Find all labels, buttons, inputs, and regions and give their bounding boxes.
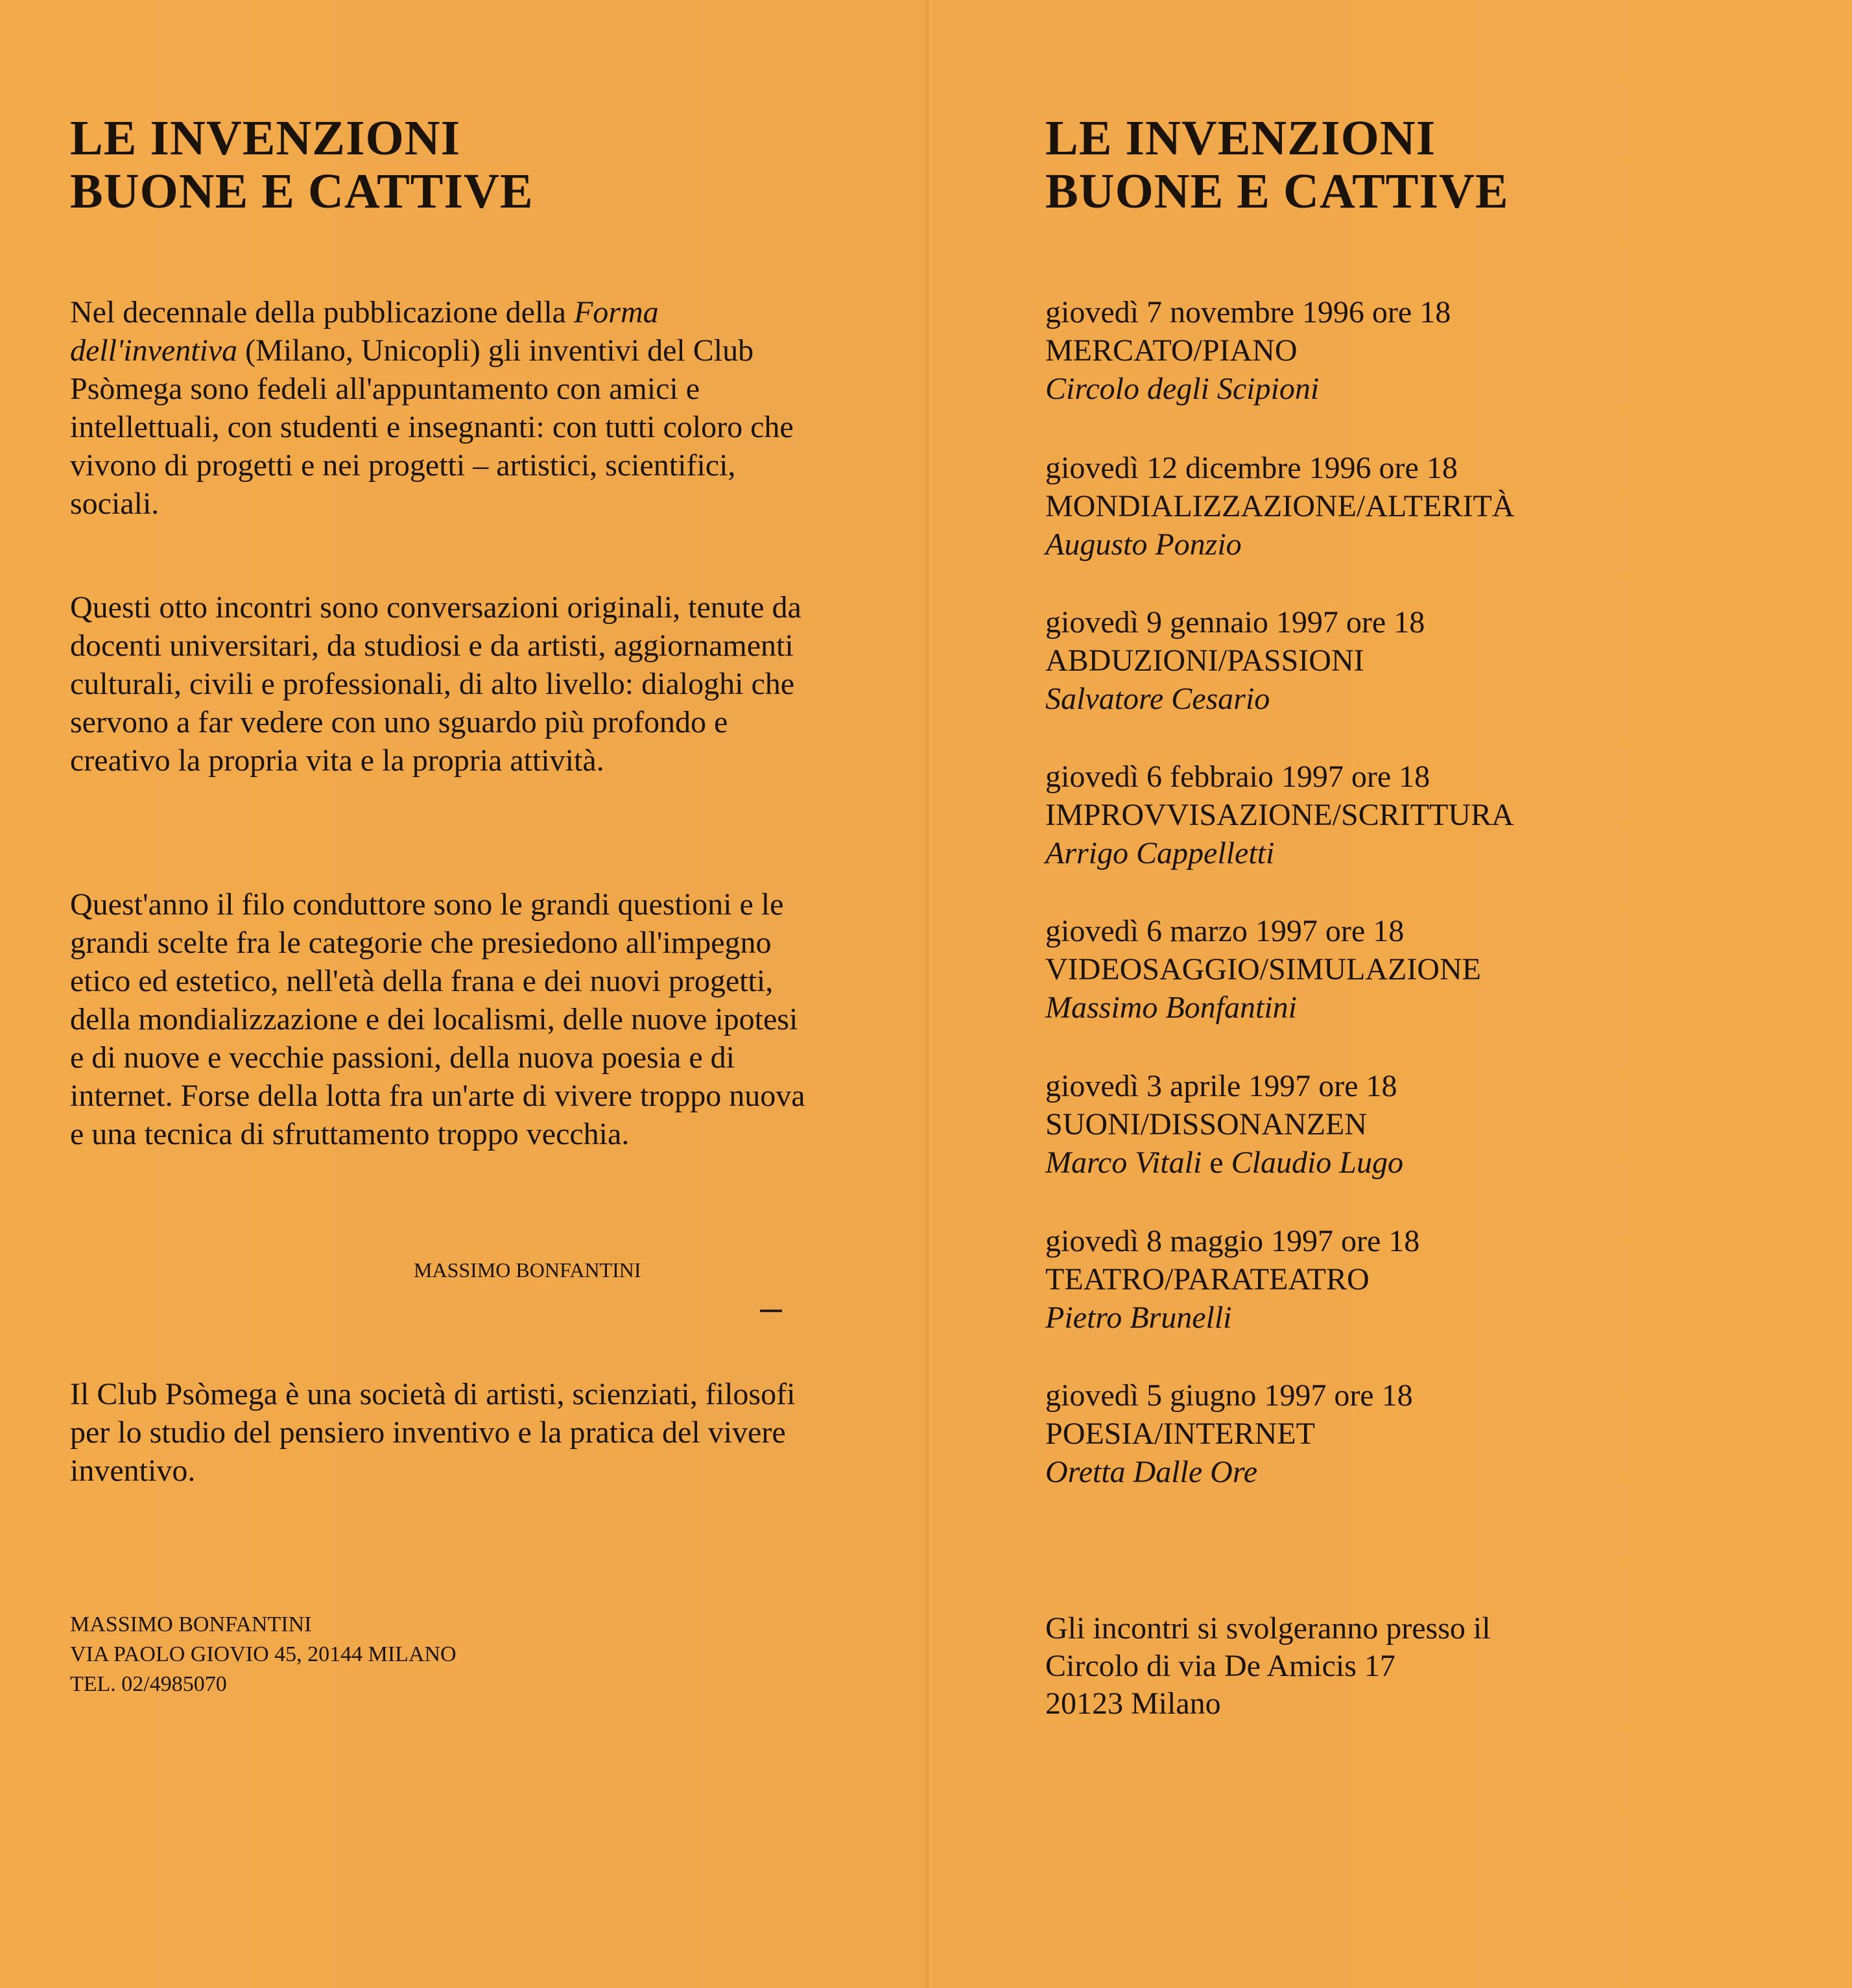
right-panel bbox=[1045, 0, 1791, 1988]
event-date: giovedì 12 dicembre 1996 ore 18 bbox=[1045, 451, 1458, 485]
left-title-line-1: LE INVENZIONI bbox=[70, 111, 461, 165]
event-3 bbox=[1045, 603, 1791, 718]
intro-text-after: (Milano, Unicopli) gli inventivi del Club Psòmega sono fedeli all'appuntamento con amici e intellettuali, con studenti e insegnanti: con tutti coloro che vivono di progetti e nei progetti – artistici, scientifici, sociali. bbox=[70, 333, 794, 521]
event-2 bbox=[1045, 449, 1791, 564]
address-street: VIA PAOLO GIOVIO 45, 20144 MILANO bbox=[70, 1642, 457, 1666]
speaker-conjunction: e bbox=[1202, 1145, 1231, 1180]
event-date: giovedì 6 febbraio 1997 ore 18 bbox=[1045, 760, 1431, 794]
event-date: giovedì 8 maggio 1997 ore 18 bbox=[1045, 1224, 1420, 1258]
event-topic: IMPROVVISAZIONE/SCRITTURA bbox=[1045, 798, 1514, 832]
right-title-line-1: LE INVENZIONI bbox=[1045, 111, 1436, 165]
event-speaker: Augusto Ponzio bbox=[1045, 527, 1242, 562]
event-topic: MONDIALIZZAZIONE/ALTERITÀ bbox=[1045, 489, 1515, 523]
signature: MASSIMO BONFANTINI bbox=[414, 1258, 641, 1282]
event-1 bbox=[1045, 293, 1791, 408]
event-5 bbox=[1045, 912, 1791, 1027]
event-speaker: Pietro Brunelli bbox=[1045, 1300, 1232, 1335]
address-phone: TEL. 02/4985070 bbox=[70, 1672, 227, 1696]
event-speaker: Oretta Dalle Ore bbox=[1045, 1455, 1258, 1489]
event-speaker: Arrigo Cappelletti bbox=[1045, 836, 1275, 870]
left-title bbox=[70, 112, 534, 218]
left-title-line-2: BUONE E CATTIVE bbox=[70, 164, 534, 219]
event-7 bbox=[1045, 1222, 1791, 1337]
event-date: giovedì 5 giugno 1997 ore 18 bbox=[1045, 1378, 1413, 1413]
intro-paragraph bbox=[70, 293, 809, 523]
event-8 bbox=[1045, 1376, 1791, 1491]
venue-line-1: Gli incontri si svolgeranno presso il bbox=[1045, 1611, 1491, 1646]
venue-info bbox=[1045, 1610, 1491, 1723]
speaker-2: Claudio Lugo bbox=[1231, 1145, 1403, 1180]
right-title bbox=[1045, 112, 1509, 218]
event-speaker: Salvatore Cesario bbox=[1045, 682, 1270, 716]
event-topic: TEATRO/PARATEATRO bbox=[1045, 1262, 1370, 1297]
event-speaker bbox=[1045, 1144, 1791, 1182]
book-title: Forma dell'inventiva bbox=[70, 295, 659, 368]
event-topic: VIDEOSAGGIO/SIMULAZIONE bbox=[1045, 952, 1481, 987]
event-date: giovedì 7 novembre 1996 ore 18 bbox=[1045, 295, 1451, 329]
event-speaker: Circolo degli Scipioni bbox=[1045, 372, 1320, 406]
contact-address bbox=[70, 1610, 457, 1699]
event-date: giovedì 9 gennaio 1997 ore 18 bbox=[1045, 605, 1425, 640]
club-description: Il Club Psòmega è una società di artisti, scienziati, filosofi per lo studio del pensiero inventivo e la pratica del vivere inventivo. bbox=[70, 1377, 796, 1488]
event-topic: MERCATO/PIANO bbox=[1045, 333, 1298, 368]
event-topic: ABDUZIONI/PASSIONI bbox=[1045, 643, 1364, 678]
event-4 bbox=[1045, 758, 1791, 872]
event-date: giovedì 6 marzo 1997 ore 18 bbox=[1045, 914, 1405, 948]
event-speaker: Massimo Bonfantini bbox=[1045, 990, 1298, 1025]
left-panel bbox=[70, 0, 809, 1988]
event-topic: POESIA/INTERNET bbox=[1045, 1417, 1315, 1451]
intro-text-before: Nel decennale della pubblicazione della bbox=[70, 295, 574, 329]
speaker-1: Marco Vitali bbox=[1045, 1145, 1202, 1180]
theme-paragraph: Quest'anno il filo conduttore sono le grandi questioni e le grandi scelte fra le categorie che presiedono all'impegno etico ed estetico, nell'età della frana e dei nuovi progetti, della mondializzazione e dei localismi, delle nuove ipotesi e di nuove e vecchie passioni, della nuova poesia e di internet. Forse della lotta fra un'arte di vivere troppo nuova e una tecnica di sfruttamento troppo vecchia. bbox=[70, 887, 805, 1151]
event-6 bbox=[1045, 1067, 1791, 1182]
venue-line-3: 20123 Milano bbox=[1045, 1686, 1221, 1721]
meetings-paragraph: Questi otto incontri sono conversazioni originali, tenute da docenti universitari, da studiosi e da artisti, aggiornamenti culturali, civili e professionali, di alto livello: dialoghi che servono a far vedere con uno sguardo più profondo e creativo la propria vita e la propria attività. bbox=[70, 590, 801, 778]
event-topic: SUONI/DISSONANZEN bbox=[1045, 1107, 1368, 1142]
venue-line-2: Circolo di via De Amicis 17 bbox=[1045, 1649, 1395, 1683]
event-date: giovedì 3 aprile 1997 ore 18 bbox=[1045, 1069, 1397, 1103]
fold-crease bbox=[923, 0, 934, 1988]
address-name: MASSIMO BONFANTINI bbox=[70, 1612, 312, 1636]
ink-mark bbox=[760, 1310, 782, 1312]
right-title-line-2: BUONE E CATTIVE bbox=[1045, 164, 1509, 219]
